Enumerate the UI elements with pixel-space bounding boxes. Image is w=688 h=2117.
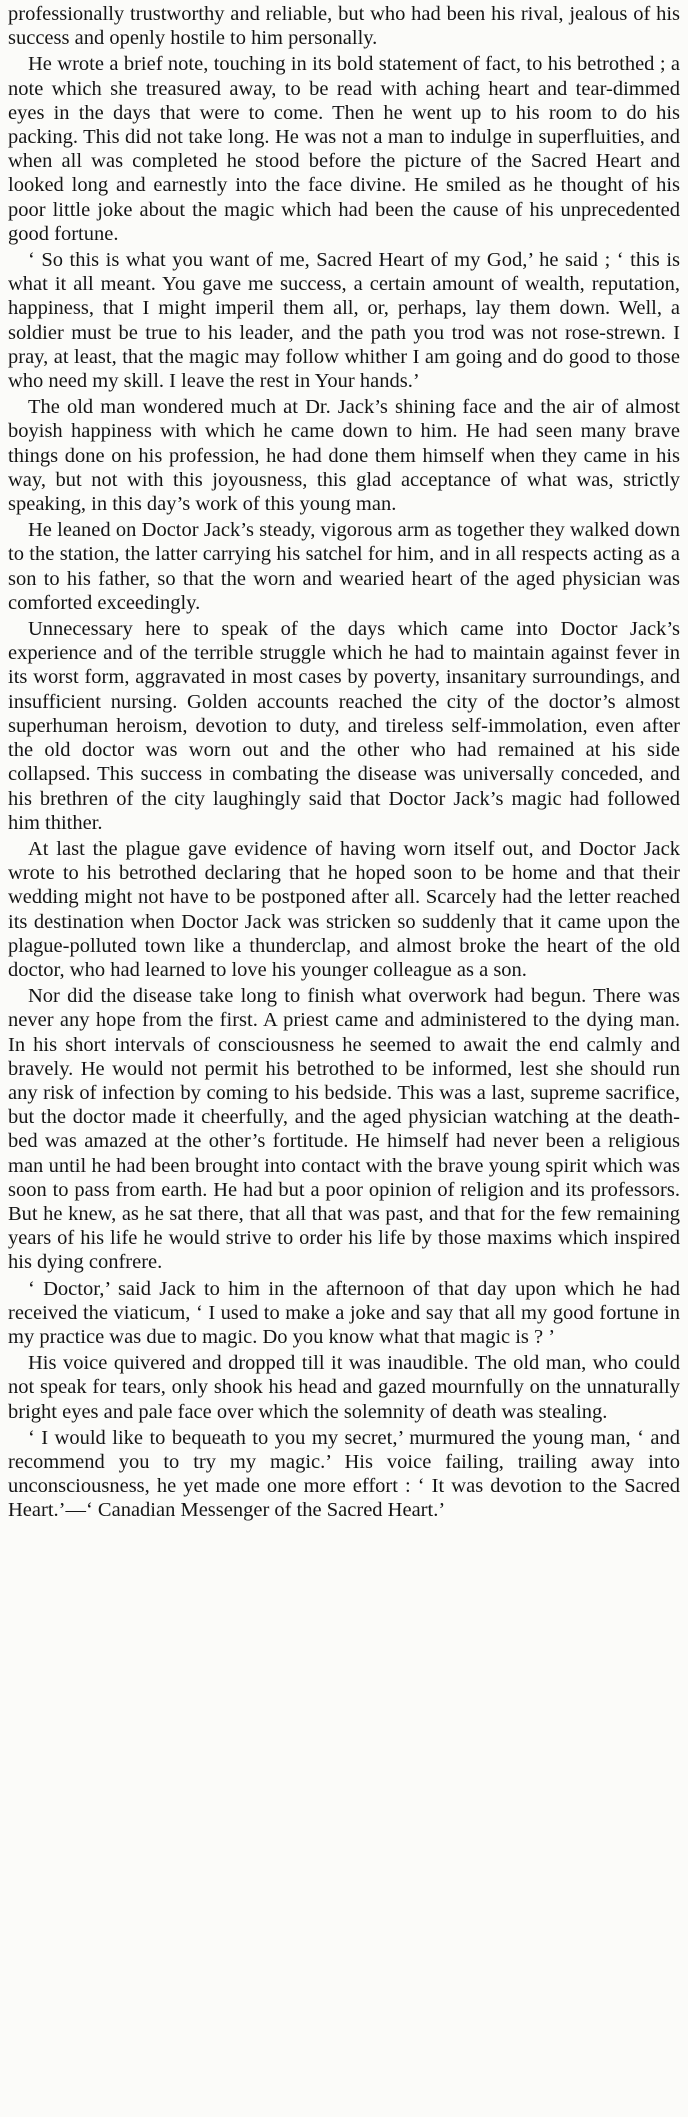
article-paragraph: Unnecessary here to speak of the days which came into Doctor Jack’s experience and of the terrible struggle which he had to maintain against fever in its worst form, aggravated in most cases by poverty, insanitary surroundings, and insufficient nursing. Golden accounts reached the city of the doctor’s almost superhuman heroism, devotion to duty, and tireless self-immolation, even after the old doctor was worn out and the other who had remained at his side collapsed. This success in combating the disease was universally conceded, and his brethren of the city laughingly said that Doctor Jack’s magic had followed him thither. [8, 618, 680, 834]
article-paragraph: ‘ I would like to bequeath to you my secret,’ murmured the young man, ‘ and recommend you to try my magic.’ His voice failing, trailing away into unconsciousness, he yet made one more effort : ‘ It was devotion to the Sacred Heart.’—‘ Canadian Messenger of the Sacred Heart.’ [8, 1426, 680, 1522]
article-paragraph: He leaned on Doctor Jack’s steady, vigorous arm as together they walked down to the station, the latter carrying his satchel for him, and in all respects acting as a son to his father, so that the worn and wearied heart of the aged physician was comforted exceedingly. [8, 519, 680, 614]
article-paragraph: Nor did the disease take long to finish what overwork had begun. There was never any hope from the first. A priest came and administered to the dying man. In his short intervals of consciousness he seemed to await the end calmly and bravely. He would not permit his betrothed to be informed, lest she should run any risk of infection by coming to his bedside. This was a last, supreme sacrifice, but the doctor made it cheerfully, and the aged physician watching at the death-bed was amazed at the other’s fortitude. He himself had never been a religious man until he had been brought into contact with the brave young spirit which was soon to pass from earth. He had but a poor opinion of religion and its professors. But he knew, as he sat there, that all that was past, and that for the few remaining years of his life he would strive to order his life by those maxims which inspired his dying confrere. [8, 985, 680, 1274]
article-paragraph: He wrote a brief note, touching in its bold statement of fact, to his betrothed ; a note which she treasured away, to be read with aching heart and tear-dimmed eyes in the days that were to come. Then he went up to his room to do his packing. This did not take long. He was not a man to indulge in superfluities, and when all was completed he stood before the picture of the Sacred Heart and looked long and earnestly into the face divine. He smiled as he thought of his poor little joke about the magic which had been the cause of his unprecedented good fortune. [8, 53, 680, 245]
article-paragraph: The old man wondered much at Dr. Jack’s shining face and the air of almost boyish happiness with which he came down to him. He had seen many brave things done on his profession, he had done them himself when they came in his way, but not with this joyousness, this glad acceptance of what was, strictly speaking, in this day’s work of this young man. [8, 396, 680, 516]
article-paragraph: His voice quivered and dropped till it was inaudible. The old man, who could not speak for tears, only shook his head and gazed mournfully on the unnaturally bright eyes and pale face over which the solemnity of death was stealing. [8, 1352, 680, 1423]
article-paragraph: professionally trustworthy and reliable, but who had been his rival, jealous of his success and openly hostile to him personally. [8, 3, 680, 50]
article-paragraph: ‘ Doctor,’ said Jack to him in the afternoon of that day upon which he had received the viaticum, ‘ I used to make a joke and say that all my good fortune in my practice was due to magic. Do you know what that magic is ? ’ [8, 1277, 680, 1348]
article-paragraph: ‘ So this is what you want of me, Sacred Heart of my God,’ he said ; ‘ this is what it all meant. You gave me success, a certain amount of wealth, reputation, happiness, that I might imperil them all, or, perhaps, lay them down. Well, a soldier must be true to his leader, and the path you trod was not rose-strewn. I pray, at least, that the magic may follow whither I am going and do good to those who need my skill. I leave the rest in Your hands.’ [8, 249, 680, 393]
article-paragraph: At last the plague gave evidence of having worn itself out, and Doctor Jack wrote to his betrothed declaring that he hoped soon to be home and that their wedding might not have to be postponed after all. Scarcely had the letter reached its destination when Doctor Jack was stricken so suddenly that it came upon the plague-polluted town like a thunderclap, and almost broke the heart of the old doctor, who had learned to love his younger colleague as a son. [8, 837, 680, 981]
